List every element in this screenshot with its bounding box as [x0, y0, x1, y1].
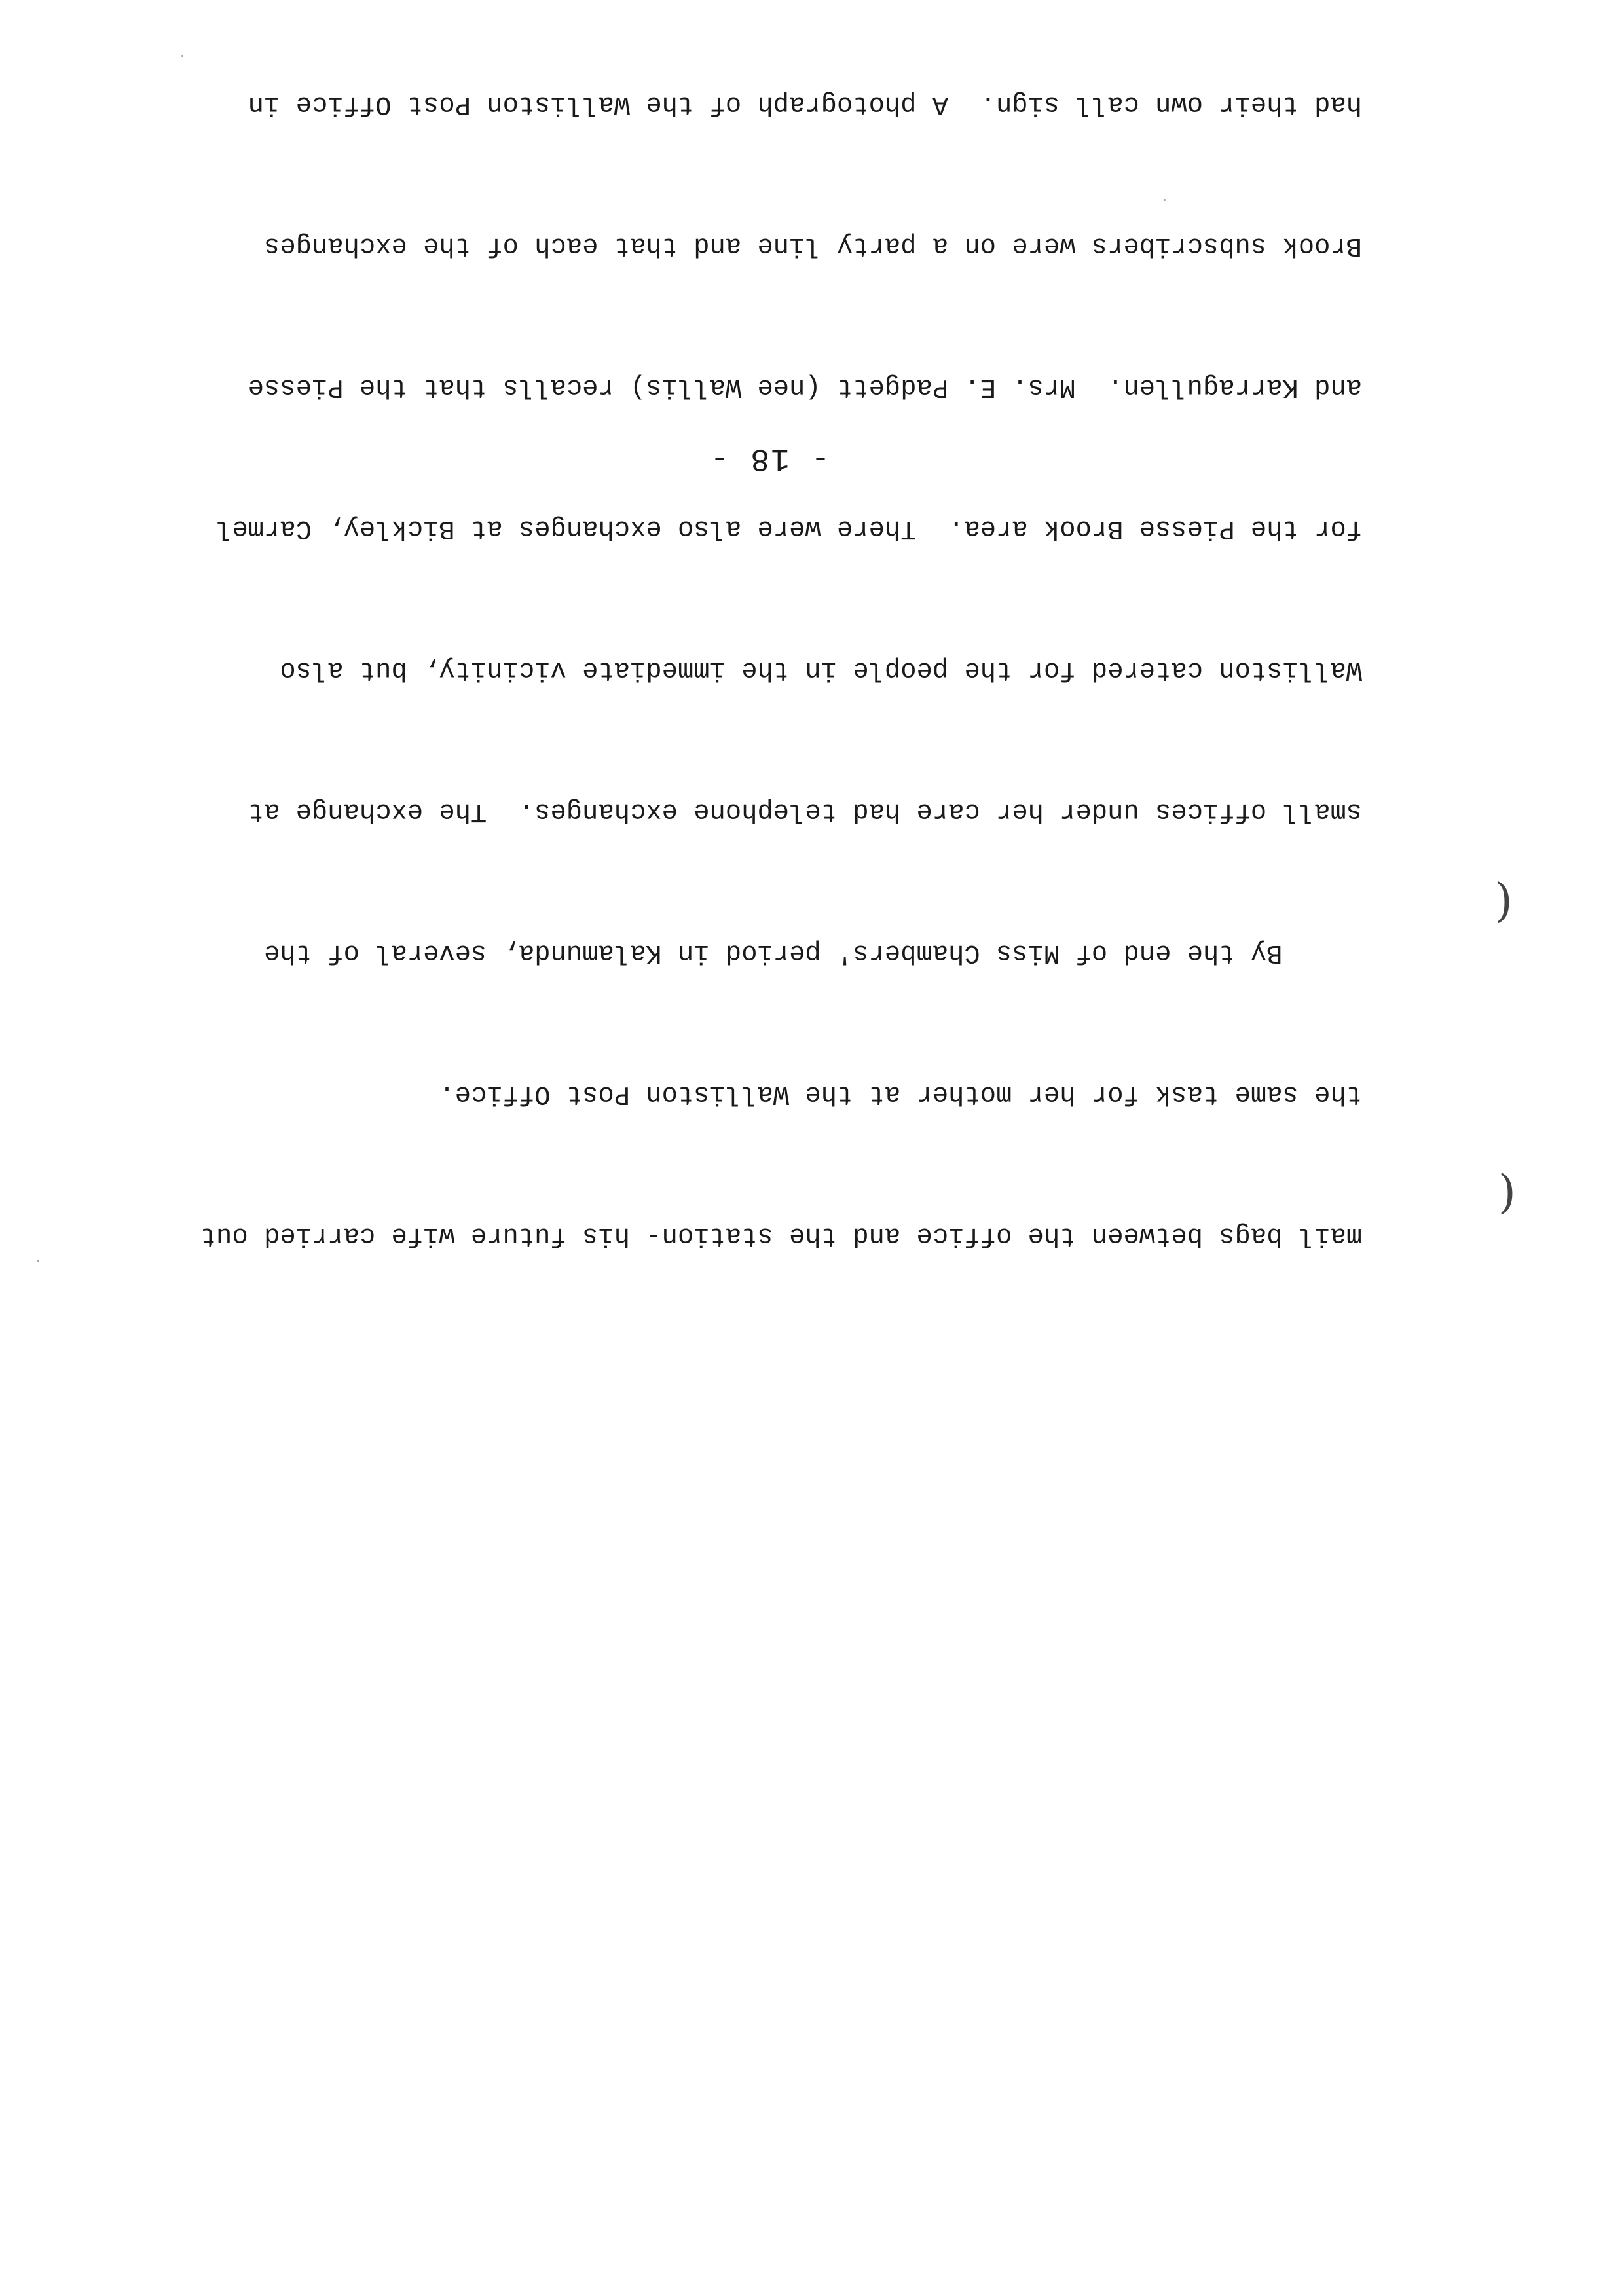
scan-speck: [181, 55, 183, 57]
text-line: mail bags between the office and the station- his future wife carried out: [200, 1220, 1362, 1250]
body-paragraphs: [200, 0, 1362, 1353]
text-line: small offices under her care had telephone exchanges. The exchange at: [248, 796, 1362, 826]
margin-bracket-mark: (: [1494, 877, 1513, 931]
page-number: - 18 -: [709, 441, 830, 476]
margin-bracket-mark: (: [1498, 1169, 1516, 1222]
text-line: Walliston catered for the people in the immediate vicinity, but also: [280, 655, 1362, 685]
scan-speck: [1164, 199, 1166, 201]
scan-speck: [37, 1260, 39, 1262]
text-line: By the end of Miss Chambers' period in Kalamunda, several of the: [264, 938, 1362, 968]
text-line: and Karragullen. Mrs. E. Padgett (nee Wallis) recalls that the Piesse: [248, 372, 1362, 402]
text-line: Brook subscribers were on a party line and that each of the exchanges: [264, 230, 1362, 261]
text-line: for the Piesse Brook area. There were also exchanges at Bickley, Carmel: [216, 513, 1362, 543]
text-line: had their own call sign. A photograph of the Walliston Post Office in: [248, 89, 1362, 119]
text-line: the same task for her mother at the Walliston Post Office.: [439, 1079, 1362, 1109]
